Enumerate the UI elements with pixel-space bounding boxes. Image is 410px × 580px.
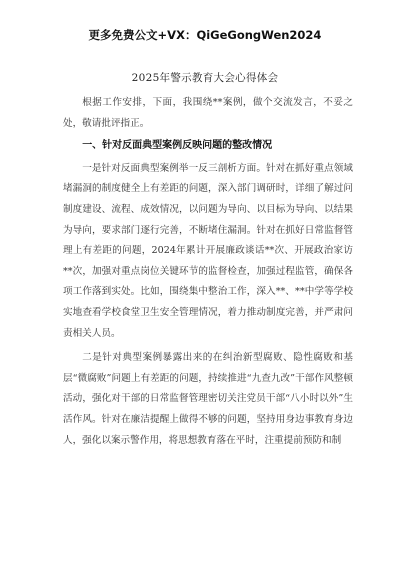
body-paragraph-2: 二是针对典型案例暴露出来的在纠治新型腐败、隐性腐败和基层“微腐败”问题上有差距的问题，持续推进“九查九改”干部作风整顿活动，强化对干部的日常监督管理密切关注党员干部“八小时以外”生活作风。针对在廉洁提醒上做得不够的问题，坚持用身边事教育身边人，强化以案示警作用，将思想教育落在平时，注重提前预防和制 xyxy=(63,352,353,446)
body-paragraph-1: 一是针对反面典型案例举一反三剖析方面。针对在抓好重点领域堵漏洞的制度健全上有差距的问题，深入部门调研时，详细了解过问制度建设、流程、成效情况，以问题为导向、以目标为导向、以结果为导向，要求部门逐行完善，不断堵住漏洞。针对在抓好日常监督管理上有差距的问题，2024年累计开展廉政谈话**次、开展政治家访**次，加强对重点岗位关键环节的监督检查，加强过程监管，确保各项工作落到实处。比如，围绕集中整治工作，深入**、**中学等学校实地查看学校食堂卫生安全管理情况，着力推动制度完善，并严肃问责相关人员。 xyxy=(63,162,353,339)
section-heading: 一、针对反面典型案例反映问题的整改情况 xyxy=(82,140,273,152)
document-body xyxy=(63,93,353,455)
document-title: 2025年警示教育大会心得体会 xyxy=(131,72,279,84)
promo-header: 更多免费公文+VX：QiGeGongWen2024 xyxy=(88,28,322,42)
intro-paragraph: 根据工作安排，下面，我围绕**案例，做个交流发言，不妥之处，敬请批评指正。 xyxy=(63,97,353,129)
